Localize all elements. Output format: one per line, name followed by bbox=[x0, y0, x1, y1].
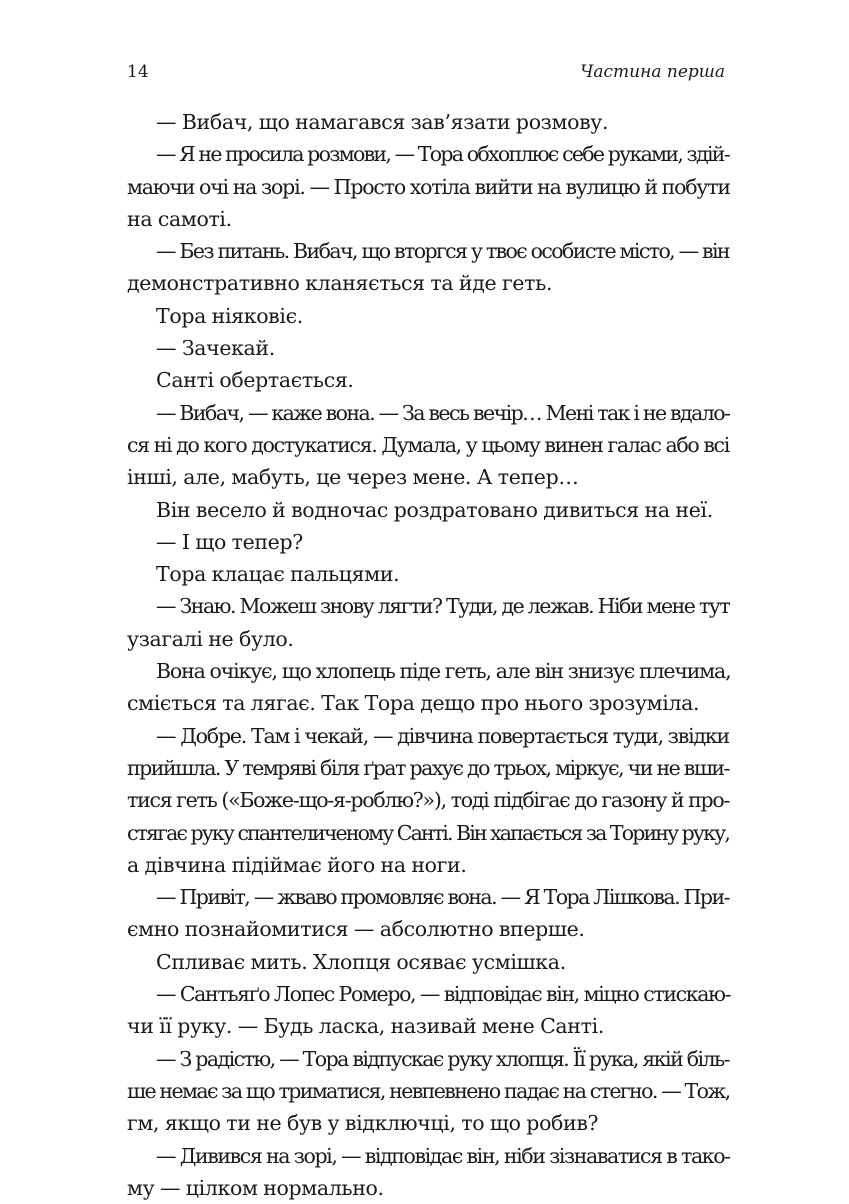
text-line: сміється та лягає. Так Тора дещо про нього зрозуміла. bbox=[127, 691, 700, 716]
text-line: Тора ніяковіє. bbox=[156, 303, 303, 328]
text-line: демонстративно кланяється та йде геть. bbox=[127, 271, 553, 296]
page-number: 14 bbox=[127, 62, 149, 82]
text-line: — Добре. Там і чекай, — дівчина повертається туди, звідки bbox=[156, 723, 729, 748]
text-line: — Знаю. Можеш знову лягти? Туди, де лежав. Ніби мене тут bbox=[156, 594, 730, 619]
text-line: — Я не просила розмови, — Тора обхоплює себе руками, здій- bbox=[156, 142, 729, 167]
text-line: ше немає за що триматися, невпевнено падає на стегно. — Тож, bbox=[127, 1078, 730, 1103]
text-line: узагалі не було. bbox=[127, 626, 294, 651]
text-line: маючи очі на зорі. — Просто хотіла вийти на вулицю й побути bbox=[127, 174, 730, 199]
text-line: Вона очікує, що хлопець піде геть, але він знизує плечима, bbox=[156, 659, 731, 684]
text-line: — З радістю, — Тора відпускає руку хлопця. Її рука, якій біль- bbox=[156, 1046, 729, 1071]
text-line: Він весело й водночас роздратовано дивиться на неї. bbox=[156, 497, 713, 522]
text-line: прийшла. У темряві біля ґрат рахує до трьох, міркує, чи не вши- bbox=[127, 755, 729, 780]
text-line: Санті обертається. bbox=[156, 368, 354, 393]
body-text bbox=[127, 106, 729, 1204]
text-line: чи її руку. — Будь ласка, називай мене Санті. bbox=[127, 1014, 604, 1039]
section-title: Частина перша bbox=[580, 62, 725, 82]
text-line: — Привіт, — жваво промовляє вона. — Я Тора Лішкова. При- bbox=[156, 885, 729, 910]
text-line: ємно познайомитися — абсолютно вперше. bbox=[127, 917, 585, 942]
text-line: — І що тепер? bbox=[156, 529, 303, 554]
text-line: на самоті. bbox=[127, 206, 232, 231]
text-line: тися геть («Боже-що-я-роблю?»), тоді підбігає до газону й про- bbox=[127, 788, 730, 813]
text-line: — Без питань. Вибач, що вторгся у твоє особисте місто, — він bbox=[156, 239, 729, 264]
text-line: стягає руку спантеличеному Санті. Він хапається за Торину руку, bbox=[127, 820, 729, 845]
text-line: інші, але, мабуть, це через мене. А тепер… bbox=[127, 465, 579, 490]
text-line: — Зачекай. bbox=[156, 336, 275, 361]
text-line: ся ні до кого достукатися. Думала, у цьому винен галас або всі bbox=[127, 432, 729, 457]
text-line: гм, якщо ти не був у відключці, то що робив? bbox=[127, 1111, 599, 1136]
text-line: Тора клацає пальцями. bbox=[156, 562, 400, 587]
text-line: — Дивився на зорі, — відповідає він, ніби зізнаватися в тако- bbox=[156, 1143, 730, 1168]
text-line: му — цілком нормально. bbox=[127, 1175, 384, 1200]
running-head bbox=[127, 62, 725, 86]
text-line: — Сантьяґо Лопес Ромеро, — відповідає він, міцно стискаю- bbox=[156, 982, 731, 1007]
text-line: — Вибач, — каже вона. — За весь вечір… Мені так і не вдало- bbox=[156, 400, 730, 425]
text-line: — Вибач, що намагався зав’язати розмову. bbox=[156, 110, 609, 134]
text-line: Спливає мить. Хлопця осяває усмішка. bbox=[156, 949, 566, 974]
text-line: а дівчина підіймає його на ноги. bbox=[127, 852, 467, 877]
